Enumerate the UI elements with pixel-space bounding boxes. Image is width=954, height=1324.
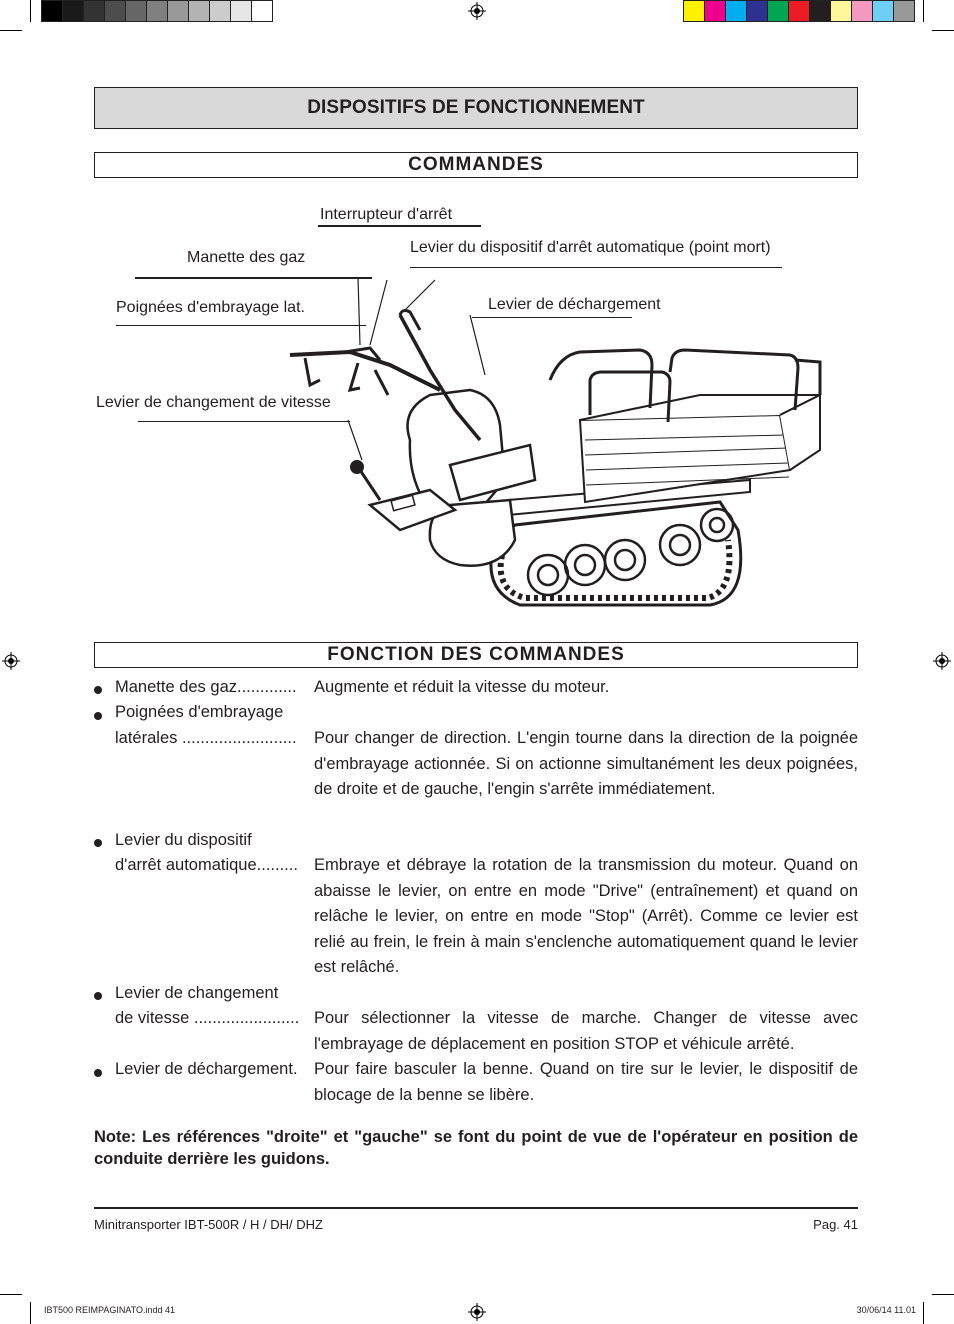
- footer-page-number: Pag. 41: [813, 1217, 858, 1232]
- color-swatch: [84, 0, 105, 22]
- color-swatch: [831, 0, 852, 22]
- color-swatch: [747, 0, 768, 22]
- callout-vitesse: Levier de changement de vitesse: [96, 394, 331, 411]
- term-vitesse-line2: de vitesse .......................: [115, 1009, 300, 1027]
- crop-mark: [923, 0, 924, 22]
- crop-mark: [0, 30, 22, 31]
- color-swatch: [873, 0, 894, 22]
- bullet-icon: [94, 992, 102, 1000]
- color-swatch: [231, 0, 252, 22]
- color-swatch: [768, 0, 789, 22]
- desc-levier-auto: Embraye et débraye la rotation de la transmission du moteur. Quand on abaisse le levier, on entre en mode "Drive" (entraînement) et quand on relâche le levier, on entre en mode "Stop" (Arrêt). Comme ce levier est relié au frein, le frein à main s'enclenche automatiquement quand le levier est relâché.: [314, 856, 858, 976]
- bullet-icon: [94, 1069, 102, 1077]
- term-levier-auto-line1: Levier du dispositif: [115, 831, 252, 849]
- color-swatch: [63, 0, 84, 22]
- registration-mark-icon: [933, 652, 951, 670]
- slug-date: 30/06/14 11.01: [856, 1305, 916, 1315]
- process-color-bar: [683, 0, 915, 22]
- leader-line: [138, 421, 350, 422]
- color-swatch: [705, 0, 726, 22]
- color-swatch: [894, 0, 915, 22]
- term-vitesse-line1: Levier de changement: [115, 984, 279, 1002]
- color-swatch: [126, 0, 147, 22]
- bullet-icon: [94, 839, 102, 847]
- desc-vitesse: Pour sélectionner la vitesse de marche. Changer de vitesse avec l'embrayage de déplacement en position STOP et véhicule arrêté.: [314, 1009, 858, 1053]
- callout-interrupteur: Interrupteur d'arrêt: [320, 206, 453, 223]
- bullet-icon: [94, 712, 102, 720]
- bullet-icon: [94, 686, 102, 694]
- note-paragraph: Note: Les références "droite" et "gauche" se font du point de vue de l'opérateur en position de conduite derrière les guidons.: [94, 1128, 858, 1168]
- crop-mark: [923, 1302, 924, 1324]
- crop-mark: [30, 0, 31, 22]
- crop-mark: [30, 1302, 31, 1324]
- color-swatch: [810, 0, 831, 22]
- callout-manette: Manette des gaz: [187, 249, 306, 266]
- color-swatch: [683, 0, 705, 22]
- desc-manette: Augmente et réduit la vitesse du moteur.: [314, 678, 610, 696]
- color-swatch: [726, 0, 747, 22]
- footer-rule: [94, 1207, 858, 1209]
- registration-mark-icon: [468, 1303, 486, 1321]
- color-swatch: [210, 0, 231, 22]
- leader-line: [472, 317, 632, 318]
- leader-line: [135, 277, 372, 279]
- grayscale-color-bar: [41, 0, 273, 22]
- color-swatch: [168, 0, 189, 22]
- color-swatch: [147, 0, 168, 22]
- color-swatch: [789, 0, 810, 22]
- leader-line: [116, 325, 366, 326]
- crop-mark: [932, 30, 954, 31]
- color-swatch: [105, 0, 126, 22]
- registration-mark-icon: [468, 2, 486, 20]
- slug-filename: IBT500 REIMPAGINATO.indd 41: [44, 1305, 176, 1315]
- section-heading-commandes: COMMANDES: [94, 152, 858, 178]
- leader-line: [410, 267, 782, 268]
- crop-mark: [932, 1294, 954, 1295]
- crop-mark: [0, 1294, 22, 1295]
- term-poignees-line2: latérales .........................: [115, 729, 297, 747]
- term-manette: Manette des gaz.............: [115, 678, 297, 696]
- term-levier-auto-line2: d'arrêt automatique.........: [115, 856, 298, 874]
- term-poignees-line1: Poignées d'embrayage: [115, 703, 284, 721]
- callout-dechargement: Levier de déchargement: [488, 296, 661, 313]
- page-title: DISPOSITIFS DE FONCTIONNEMENT: [94, 87, 858, 129]
- term-dechargement: Levier de déchargement.: [115, 1060, 298, 1078]
- color-swatch: [41, 0, 63, 22]
- footer-model: Minitransporter IBT-500R / H / DH/ DHZ: [94, 1217, 323, 1232]
- desc-dechargement: Pour faire basculer la benne. Quand on tire sur le levier, le dispositif de blocage de la benne se libère.: [314, 1060, 858, 1104]
- color-swatch: [852, 0, 873, 22]
- color-swatch: [189, 0, 210, 22]
- leader-line: [318, 225, 481, 227]
- section-heading-fonction: FONCTION DES COMMANDES: [94, 642, 858, 668]
- callout-poignees: Poignées d'embrayage lat.: [116, 299, 305, 316]
- registration-mark-icon: [2, 652, 20, 670]
- color-swatch: [252, 0, 273, 22]
- callout-levier-auto: Levier du dispositif d'arrêt automatique (point mort): [410, 239, 771, 256]
- desc-poignees: Pour changer de direction. L'engin tourne dans la direction de la poignée d'embrayage actionnée. Si on actionne simultanément les deux poignées, de droite et de gauche, l'engin s'arrête immédiatement.: [314, 729, 858, 798]
